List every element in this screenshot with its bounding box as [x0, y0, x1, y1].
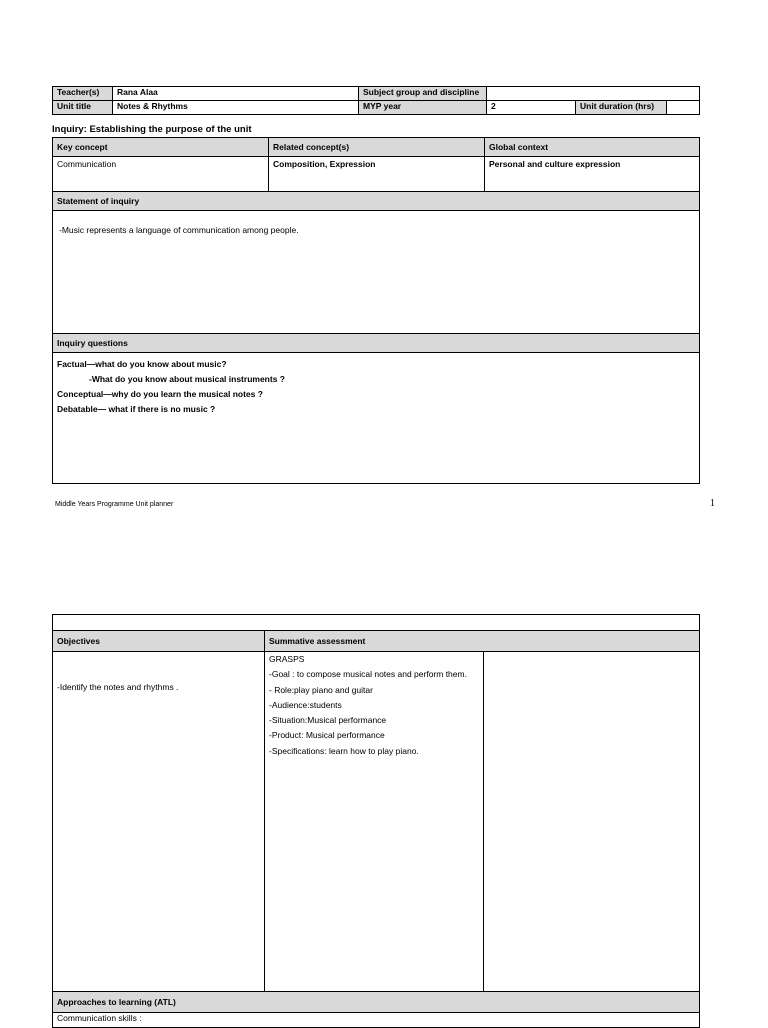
questions-header-row [53, 334, 700, 353]
global-context-label: Global context [485, 138, 700, 157]
grasps-title: GRASPS [269, 654, 305, 664]
page-number: 1 [710, 498, 715, 509]
concept-header-row [53, 138, 700, 157]
blank-cell [53, 615, 700, 631]
statement-value: -Music represents a language of communication among people. [53, 211, 700, 334]
subject-value [487, 87, 700, 101]
myp-year-label: MYP year [359, 101, 487, 115]
objectives-header-row [53, 631, 700, 652]
statement-label: Statement of inquiry [53, 192, 700, 211]
questions-body-row [53, 353, 700, 484]
statement-header-row [53, 192, 700, 211]
atl-label: Approaches to learning (ATL) [53, 992, 700, 1013]
myp-year-value: 2 [487, 101, 576, 115]
objectives-body-row [53, 652, 700, 992]
questions-cell [53, 353, 700, 484]
grasps-specifications: -Specifications: learn how to play piano. [269, 745, 419, 756]
atl-body-row [53, 1013, 700, 1028]
footer-text: Middle Years Programme Unit planner [55, 501, 174, 508]
objectives-table [52, 614, 700, 1028]
blank-row [53, 615, 700, 631]
question-debatable: Debatable— what if there is no music ? [57, 404, 216, 414]
objective-value: -Identify the notes and rhythms . [53, 652, 265, 992]
grasps-product: -Product: Musical performance [269, 730, 385, 741]
unit-title-label: Unit title [53, 101, 113, 115]
question-factual: Factual—what do you know about music? [57, 359, 227, 369]
unit-header-table [52, 86, 700, 115]
summative-label: Summative assessment [265, 631, 700, 652]
global-context-value: Personal and culture expression [485, 157, 700, 192]
grasps-cell [265, 652, 484, 992]
atl-header-row [53, 992, 700, 1013]
grasps-goal: -Goal : to compose musical notes and perform them. [269, 669, 467, 680]
key-concept-value: Communication [53, 157, 269, 192]
objectives-label: Objectives [53, 631, 265, 652]
unit-title-value: Notes & Rhythms [113, 101, 359, 115]
question-factual-2: -What do you know about musical instruments ? [89, 374, 285, 384]
header-row-teacher [53, 87, 700, 101]
summative-empty-cell [484, 652, 700, 992]
inquiry-heading: Inquiry: Establishing the purpose of the unit [52, 124, 252, 135]
related-concepts-label: Related concept(s) [269, 138, 485, 157]
teacher-value: Rana Alaa [113, 87, 359, 101]
inquiry-table [52, 137, 700, 484]
teacher-label: Teacher(s) [53, 87, 113, 101]
question-conceptual: Conceptual—why do you learn the musical notes ? [57, 389, 263, 399]
grasps-audience: -Audience:students [269, 699, 342, 710]
atl-value: Communication skills : [53, 1013, 700, 1028]
questions-label: Inquiry questions [53, 334, 700, 353]
grasps-situation: -Situation:Musical performance [269, 715, 387, 726]
key-concept-label: Key concept [53, 138, 269, 157]
statement-body-row [53, 211, 700, 334]
related-concepts-value: Composition, Expression [269, 157, 485, 192]
grasps-role: - Role:play piano and guitar [269, 684, 373, 695]
concept-values-row [53, 157, 700, 192]
unit-duration-value [667, 101, 700, 115]
unit-duration-label: Unit duration (hrs) [576, 101, 667, 115]
subject-label: Subject group and discipline [359, 87, 487, 101]
header-row-unit [53, 101, 700, 115]
